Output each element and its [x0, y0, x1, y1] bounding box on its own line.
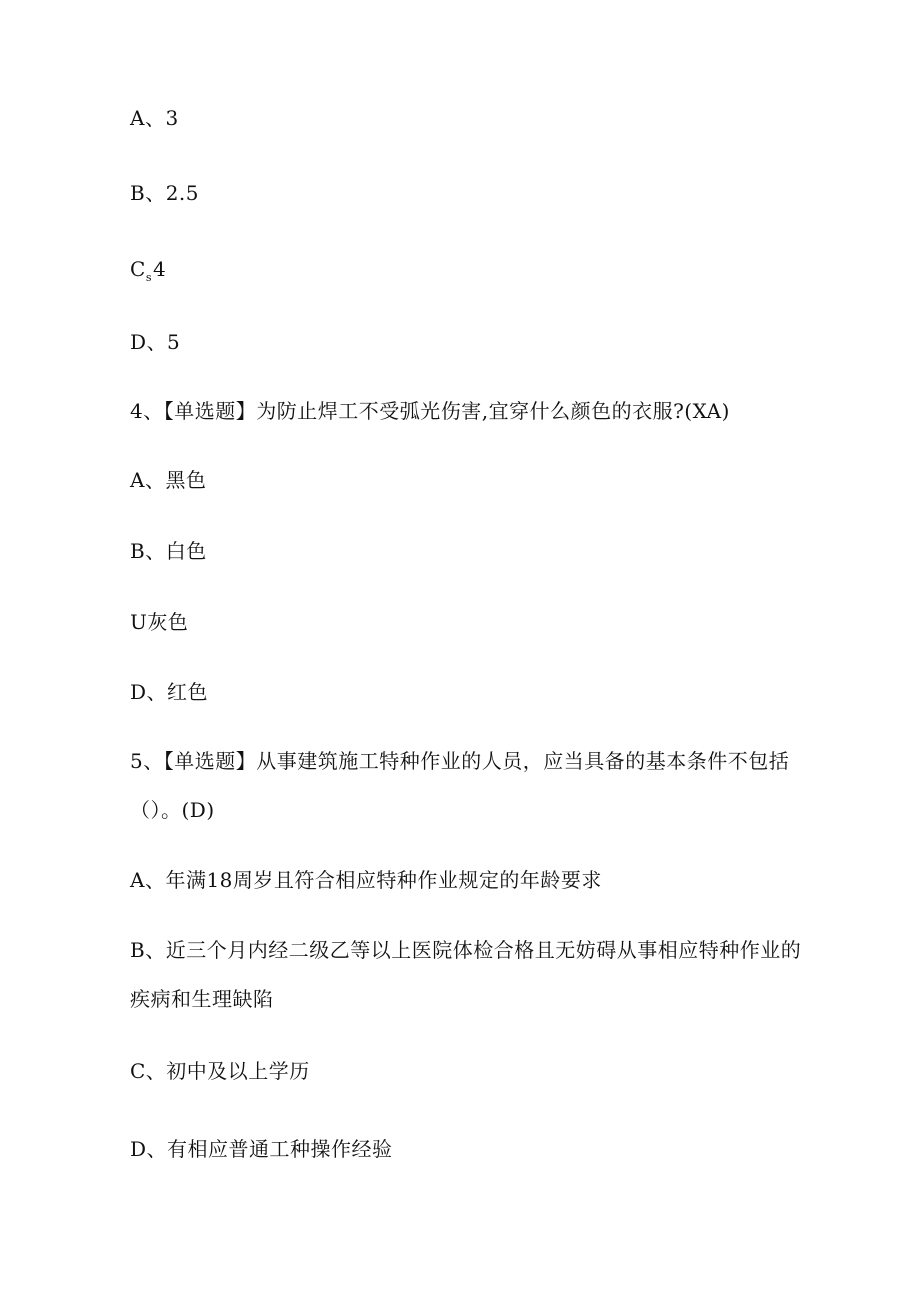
q4-stem: 4、【单选题】为防止焊工不受弧光伤害,宜穿什么颜色的衣服?(XA) [130, 399, 730, 423]
q3-option-c-value: 4 [152, 257, 167, 281]
q5-option-a: A、年满18周岁且符合相应特种作业规定的年龄要求 [130, 868, 602, 892]
q4-option-a: A、黑色 [130, 468, 207, 492]
q5-option-d: D、有相应普通工种操作经验 [130, 1137, 393, 1161]
q4-option-b: B、白色 [130, 539, 207, 563]
q5-stem-line1: 5、【单选题】从事建筑施工特种作业的人员，应当具备的基本条件不包括 [130, 749, 790, 773]
q3-option-c [130, 256, 166, 286]
q3-option-d: D、5 [130, 330, 181, 354]
q5-option-b-line2: 疾病和生理缺陷 [130, 987, 274, 1011]
q5-option-b-line1: B、近三个月内经二级乙等以上医院体检合格且无妨碍从事相应特种作业的 [130, 938, 802, 962]
q5-option-c: C、初中及以上学历 [130, 1059, 310, 1083]
q4-option-c: U灰色 [130, 610, 189, 634]
q3-option-a: A、3 [130, 106, 179, 130]
q4-option-d: D、红色 [130, 680, 209, 704]
q3-option-b: B、2.5 [130, 181, 200, 205]
q5-stem-line2: （）。(D) [130, 798, 215, 822]
q3-option-c-letter: C [130, 257, 146, 281]
q3-option-c-subscript: s [145, 271, 152, 284]
